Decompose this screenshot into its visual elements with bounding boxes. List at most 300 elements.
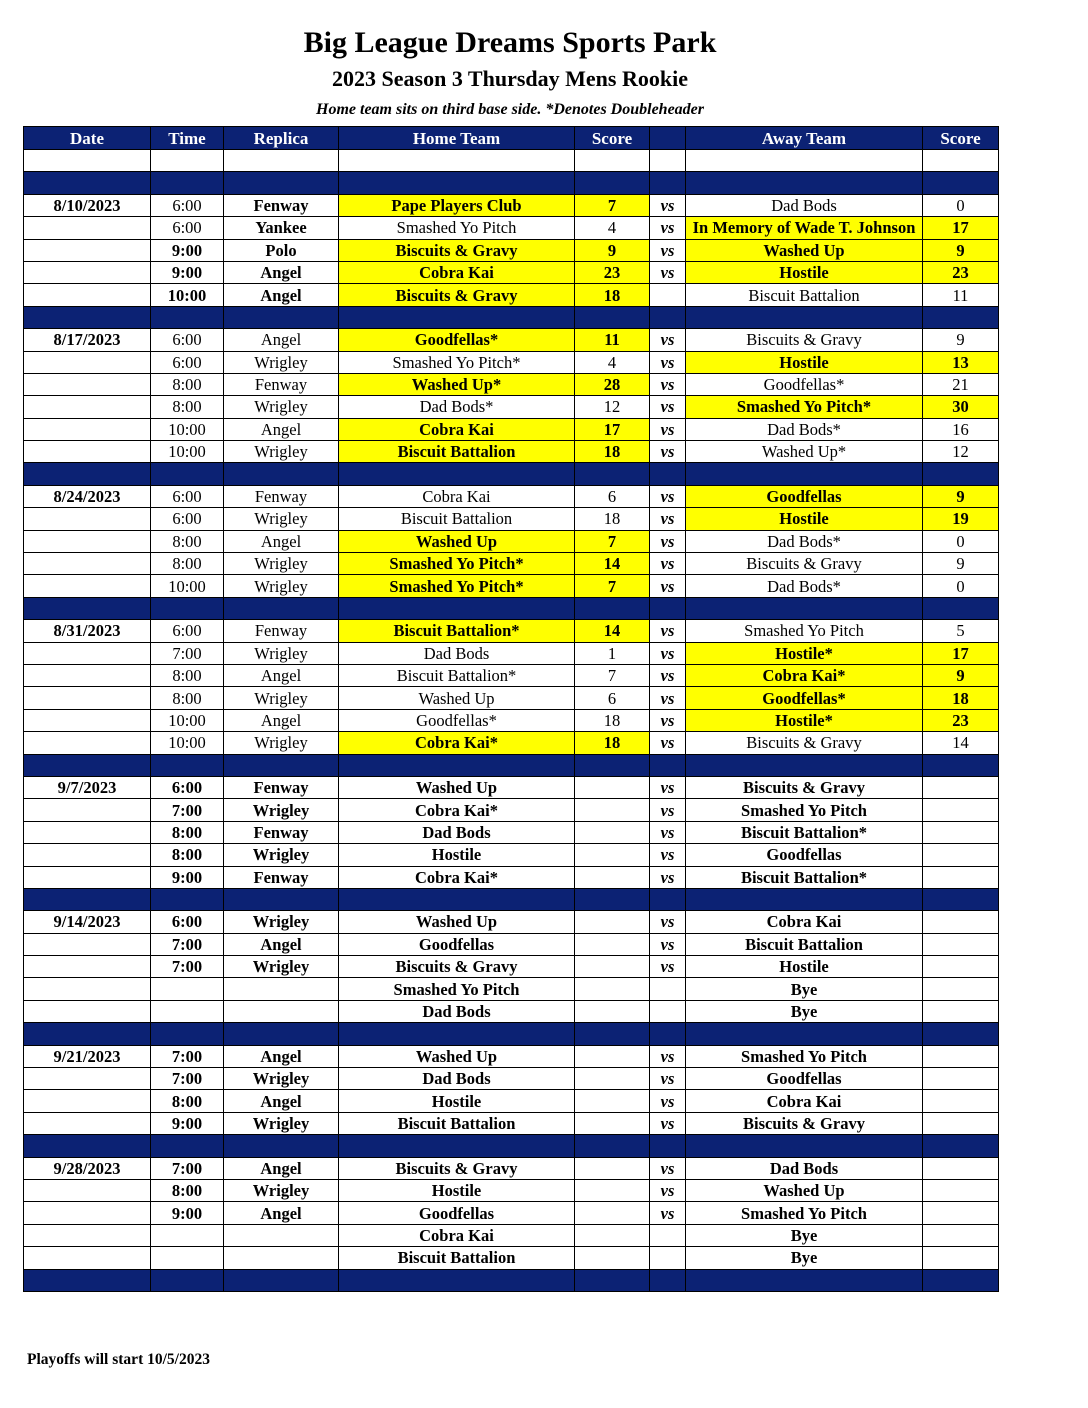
cell-home: Hostile: [339, 844, 575, 866]
separator-cell: [650, 306, 686, 328]
cell-home: Goodfellas: [339, 933, 575, 955]
blank-cell: [224, 150, 339, 172]
game-row: [24, 709, 999, 731]
cell-away-score: 23: [923, 709, 999, 731]
cell-date: [24, 1247, 151, 1269]
cell-away: Washed Up*: [686, 441, 923, 463]
cell-time: 6:00: [151, 911, 224, 933]
cell-replica: Angel: [224, 1202, 339, 1224]
cell-away-score: [923, 1068, 999, 1090]
cell-away: Washed Up: [686, 239, 923, 261]
cell-away: Washed Up: [686, 1179, 923, 1201]
cell-time: 9:00: [151, 1112, 224, 1134]
cell-replica: Fenway: [224, 620, 339, 642]
cell-date: [24, 284, 151, 306]
cell-home: Washed Up: [339, 687, 575, 709]
cell-vs: vs: [650, 1157, 686, 1179]
cell-date: [24, 239, 151, 261]
cell-replica: Yankee: [224, 217, 339, 239]
cell-home-score: [575, 978, 650, 1000]
separator-cell: [24, 1135, 151, 1157]
cell-vs: vs: [650, 396, 686, 418]
cell-time: 6:00: [151, 776, 224, 798]
cell-away-score: 17: [923, 642, 999, 664]
separator-cell: [24, 172, 151, 194]
header-row: [24, 127, 999, 150]
cell-vs: [650, 284, 686, 306]
cell-home-score: 1: [575, 642, 650, 664]
cell-home: Smashed Yo Pitch: [339, 978, 575, 1000]
separator-cell: [151, 463, 224, 485]
game-row: [24, 329, 999, 351]
cell-home: Biscuits & Gravy: [339, 284, 575, 306]
cell-vs: vs: [650, 844, 686, 866]
separator-cell: [24, 1269, 151, 1291]
cell-date: 8/24/2023: [24, 485, 151, 507]
cell-vs: vs: [650, 418, 686, 440]
cell-away: Bye: [686, 1247, 923, 1269]
cell-away: Smashed Yo Pitch: [686, 1045, 923, 1067]
schedule-body: [24, 150, 999, 1292]
cell-time: 8:00: [151, 687, 224, 709]
cell-away-score: [923, 821, 999, 843]
separator-cell: [339, 1269, 575, 1291]
cell-replica: Wrigley: [224, 1112, 339, 1134]
cell-vs: vs: [650, 956, 686, 978]
game-row: [24, 1112, 999, 1134]
cell-home-score: 7: [575, 530, 650, 552]
separator-cell: [151, 888, 224, 910]
game-row: [24, 441, 999, 463]
cell-away-score: [923, 1247, 999, 1269]
cell-home-score: [575, 933, 650, 955]
cell-replica: [224, 1000, 339, 1022]
cell-replica: [224, 1247, 339, 1269]
separator-cell: [24, 463, 151, 485]
cell-time: 8:00: [151, 373, 224, 395]
cell-time: 10:00: [151, 284, 224, 306]
cell-away-score: 12: [923, 441, 999, 463]
cell-replica: Wrigley: [224, 911, 339, 933]
separator-cell: [686, 1135, 923, 1157]
game-row: [24, 664, 999, 686]
cell-away: Hostile*: [686, 642, 923, 664]
cell-time: 9:00: [151, 1202, 224, 1224]
separator-cell: [686, 754, 923, 776]
cell-vs: vs: [650, 441, 686, 463]
game-row: [24, 620, 999, 642]
cell-time: 7:00: [151, 933, 224, 955]
cell-home-score: [575, 799, 650, 821]
game-row: [24, 194, 999, 216]
blank-cell: [151, 150, 224, 172]
col-vs: [650, 127, 686, 150]
cell-home: Biscuit Battalion: [339, 1247, 575, 1269]
separator-cell: [151, 597, 224, 619]
cell-vs: vs: [650, 351, 686, 373]
cell-away-score: 0: [923, 194, 999, 216]
cell-vs: vs: [650, 194, 686, 216]
separator-cell: [686, 597, 923, 619]
cell-vs: vs: [650, 933, 686, 955]
cell-replica: Angel: [224, 664, 339, 686]
separator-cell: [650, 1269, 686, 1291]
cell-home: Smashed Yo Pitch*: [339, 351, 575, 373]
cell-replica: Angel: [224, 284, 339, 306]
cell-away: Smashed Yo Pitch: [686, 620, 923, 642]
cell-vs: vs: [650, 799, 686, 821]
col-away-team: Away Team: [686, 127, 923, 150]
cell-home: Biscuit Battalion*: [339, 664, 575, 686]
separator-cell: [575, 463, 650, 485]
cell-home: Goodfellas*: [339, 709, 575, 731]
cell-home-score: [575, 821, 650, 843]
cell-away-score: [923, 844, 999, 866]
cell-date: 8/10/2023: [24, 194, 151, 216]
cell-home-score: 9: [575, 239, 650, 261]
cell-home-score: [575, 1112, 650, 1134]
cell-away: Dad Bods*: [686, 530, 923, 552]
cell-vs: vs: [650, 373, 686, 395]
separator-cell: [575, 306, 650, 328]
cell-home-score: 4: [575, 217, 650, 239]
game-row: [24, 418, 999, 440]
cell-away-score: [923, 1045, 999, 1067]
cell-replica: Fenway: [224, 776, 339, 798]
game-row: [24, 1202, 999, 1224]
separator-cell: [923, 172, 999, 194]
separator-cell: [24, 888, 151, 910]
game-row: [24, 1224, 999, 1246]
cell-away-score: [923, 911, 999, 933]
game-row: [24, 1090, 999, 1112]
cell-home: Dad Bods: [339, 1068, 575, 1090]
separator-cell: [923, 1135, 999, 1157]
cell-away-score: [923, 1090, 999, 1112]
cell-replica: Wrigley: [224, 1068, 339, 1090]
cell-home-score: 28: [575, 373, 650, 395]
cell-date: [24, 821, 151, 843]
cell-away: Goodfellas: [686, 844, 923, 866]
cell-away-score: 11: [923, 284, 999, 306]
game-row: [24, 1000, 999, 1022]
game-row: [24, 776, 999, 798]
cell-away: Dad Bods*: [686, 418, 923, 440]
cell-away-score: [923, 1112, 999, 1134]
game-row: [24, 933, 999, 955]
cell-home-score: 18: [575, 284, 650, 306]
cell-vs: vs: [650, 1090, 686, 1112]
cell-home: Cobra Kai: [339, 485, 575, 507]
cell-date: [24, 933, 151, 955]
cell-vs: vs: [650, 239, 686, 261]
cell-date: [24, 799, 151, 821]
separator-cell: [151, 1135, 224, 1157]
cell-date: [24, 1000, 151, 1022]
separator-cell: [339, 306, 575, 328]
cell-home: Dad Bods: [339, 1000, 575, 1022]
col-home-team: Home Team: [339, 127, 575, 150]
blank-cell: [650, 150, 686, 172]
separator-cell: [224, 754, 339, 776]
cell-away-score: 19: [923, 508, 999, 530]
cell-home-score: [575, 1157, 650, 1179]
cell-time: 8:00: [151, 844, 224, 866]
cell-vs: vs: [650, 530, 686, 552]
separator-cell: [650, 172, 686, 194]
cell-home: Biscuits & Gravy: [339, 239, 575, 261]
cell-time: 7:00: [151, 1068, 224, 1090]
cell-time: 7:00: [151, 799, 224, 821]
cell-date: [24, 530, 151, 552]
cell-vs: vs: [650, 866, 686, 888]
cell-replica: Angel: [224, 933, 339, 955]
cell-vs: vs: [650, 261, 686, 283]
cell-date: 9/14/2023: [24, 911, 151, 933]
cell-time: 6:00: [151, 351, 224, 373]
cell-home-score: 11: [575, 329, 650, 351]
game-row: [24, 1247, 999, 1269]
separator-cell: [923, 1023, 999, 1045]
cell-home: Pape Players Club: [339, 194, 575, 216]
cell-away: Hostile*: [686, 709, 923, 731]
separator-cell: [650, 754, 686, 776]
game-row: [24, 553, 999, 575]
cell-home: Hostile: [339, 1090, 575, 1112]
cell-home: Cobra Kai: [339, 261, 575, 283]
cell-vs: vs: [650, 1202, 686, 1224]
game-row: [24, 575, 999, 597]
cell-home: Biscuit Battalion: [339, 508, 575, 530]
cell-date: [24, 844, 151, 866]
cell-time: 7:00: [151, 956, 224, 978]
cell-vs: [650, 1224, 686, 1246]
cell-away-score: 9: [923, 239, 999, 261]
cell-away-score: [923, 1179, 999, 1201]
cell-replica: Wrigley: [224, 844, 339, 866]
cell-away-score: 5: [923, 620, 999, 642]
cell-away-score: 23: [923, 261, 999, 283]
cell-home-score: [575, 1090, 650, 1112]
cell-away: Biscuits & Gravy: [686, 553, 923, 575]
cell-vs: vs: [650, 664, 686, 686]
game-row: [24, 1157, 999, 1179]
separator-cell: [24, 1023, 151, 1045]
game-row: [24, 844, 999, 866]
cell-away: Biscuit Battalion: [686, 933, 923, 955]
cell-replica: Angel: [224, 261, 339, 283]
cell-away: Biscuit Battalion*: [686, 866, 923, 888]
cell-away: Hostile: [686, 261, 923, 283]
separator-row: [24, 888, 999, 910]
cell-replica: Wrigley: [224, 687, 339, 709]
cell-away-score: 9: [923, 485, 999, 507]
cell-date: [24, 1112, 151, 1134]
separator-cell: [224, 1135, 339, 1157]
cell-replica: Angel: [224, 1045, 339, 1067]
separator-cell: [923, 597, 999, 619]
cell-date: [24, 956, 151, 978]
game-row: [24, 396, 999, 418]
separator-cell: [224, 888, 339, 910]
cell-time: 7:00: [151, 642, 224, 664]
cell-time: 10:00: [151, 709, 224, 731]
cell-replica: Wrigley: [224, 553, 339, 575]
cell-home: Cobra Kai*: [339, 866, 575, 888]
game-row: [24, 732, 999, 754]
blank-cell: [339, 150, 575, 172]
cell-vs: [650, 978, 686, 1000]
cell-away: Biscuits & Gravy: [686, 732, 923, 754]
cell-home-score: [575, 844, 650, 866]
cell-away: Dad Bods: [686, 1157, 923, 1179]
separator-cell: [339, 463, 575, 485]
game-row: [24, 485, 999, 507]
cell-time: 10:00: [151, 575, 224, 597]
cell-away: Bye: [686, 1224, 923, 1246]
cell-away: Goodfellas*: [686, 373, 923, 395]
cell-date: [24, 1068, 151, 1090]
separator-cell: [575, 1135, 650, 1157]
cell-time: [151, 1247, 224, 1269]
separator-row: [24, 1269, 999, 1291]
cell-vs: vs: [650, 485, 686, 507]
game-row: [24, 284, 999, 306]
cell-replica: Wrigley: [224, 441, 339, 463]
cell-vs: vs: [650, 329, 686, 351]
cell-away: In Memory of Wade T. Johnson: [686, 217, 923, 239]
separator-cell: [339, 1023, 575, 1045]
cell-replica: Angel: [224, 530, 339, 552]
cell-home: Washed Up: [339, 911, 575, 933]
separator-cell: [339, 597, 575, 619]
page-subtitle: 2023 Season 3 Thursday Mens Rookie: [332, 66, 688, 91]
separator-cell: [24, 306, 151, 328]
cell-away: Hostile: [686, 351, 923, 373]
cell-home-score: 18: [575, 732, 650, 754]
cell-away: Biscuits & Gravy: [686, 1112, 923, 1134]
cell-vs: vs: [650, 732, 686, 754]
game-row: [24, 866, 999, 888]
cell-date: [24, 351, 151, 373]
cell-away: Biscuits & Gravy: [686, 776, 923, 798]
cell-time: 6:00: [151, 194, 224, 216]
cell-home: Goodfellas: [339, 1202, 575, 1224]
game-row: [24, 217, 999, 239]
blank-cell: [923, 150, 999, 172]
cell-replica: Angel: [224, 329, 339, 351]
cell-away-score: 9: [923, 553, 999, 575]
cell-vs: vs: [650, 508, 686, 530]
cell-away: Dad Bods: [686, 194, 923, 216]
separator-cell: [24, 754, 151, 776]
separator-cell: [224, 172, 339, 194]
cell-date: [24, 217, 151, 239]
separator-cell: [650, 888, 686, 910]
cell-home: Smashed Yo Pitch: [339, 217, 575, 239]
cell-replica: Fenway: [224, 485, 339, 507]
separator-cell: [650, 1023, 686, 1045]
separator-cell: [923, 306, 999, 328]
cell-away: Biscuit Battalion*: [686, 821, 923, 843]
cell-time: 8:00: [151, 553, 224, 575]
cell-date: 9/21/2023: [24, 1045, 151, 1067]
cell-vs: vs: [650, 553, 686, 575]
cell-replica: Angel: [224, 709, 339, 731]
cell-replica: Wrigley: [224, 351, 339, 373]
cell-away: Bye: [686, 978, 923, 1000]
cell-replica: Angel: [224, 1157, 339, 1179]
separator-cell: [575, 888, 650, 910]
cell-away-score: 16: [923, 418, 999, 440]
cell-home-score: [575, 1179, 650, 1201]
cell-away: Smashed Yo Pitch*: [686, 396, 923, 418]
cell-home-score: [575, 956, 650, 978]
separator-cell: [686, 172, 923, 194]
cell-away: Goodfellas*: [686, 687, 923, 709]
cell-away: Dad Bods*: [686, 575, 923, 597]
separator-cell: [923, 1269, 999, 1291]
cell-away: Hostile: [686, 956, 923, 978]
cell-date: [24, 709, 151, 731]
cell-away-score: 14: [923, 732, 999, 754]
cell-home-score: 14: [575, 620, 650, 642]
col-time: Time: [151, 127, 224, 150]
separator-cell: [24, 597, 151, 619]
cell-time: 7:00: [151, 1045, 224, 1067]
cell-vs: vs: [650, 620, 686, 642]
cell-home: Cobra Kai*: [339, 732, 575, 754]
separator-cell: [575, 172, 650, 194]
separator-row: [24, 754, 999, 776]
cell-away-score: 13: [923, 351, 999, 373]
game-row: [24, 239, 999, 261]
cell-time: 10:00: [151, 732, 224, 754]
cell-time: 10:00: [151, 418, 224, 440]
cell-home-score: 12: [575, 396, 650, 418]
cell-vs: vs: [650, 821, 686, 843]
cell-home: Hostile: [339, 1179, 575, 1201]
cell-away: Biscuit Battalion: [686, 284, 923, 306]
cell-home: Smashed Yo Pitch*: [339, 553, 575, 575]
cell-date: [24, 866, 151, 888]
cell-vs: vs: [650, 709, 686, 731]
cell-away-score: 9: [923, 664, 999, 686]
cell-date: [24, 553, 151, 575]
game-row: [24, 508, 999, 530]
cell-home-score: 6: [575, 687, 650, 709]
separator-cell: [686, 463, 923, 485]
separator-cell: [650, 1135, 686, 1157]
col-away-score: Score: [923, 127, 999, 150]
cell-replica: Fenway: [224, 866, 339, 888]
cell-home-score: 18: [575, 709, 650, 731]
cell-home-score: [575, 1224, 650, 1246]
cell-home-score: 18: [575, 508, 650, 530]
cell-home: Dad Bods: [339, 821, 575, 843]
cell-time: 9:00: [151, 866, 224, 888]
cell-home: Goodfellas*: [339, 329, 575, 351]
cell-time: [151, 1000, 224, 1022]
cell-home: Cobra Kai*: [339, 799, 575, 821]
cell-away: Goodfellas: [686, 1068, 923, 1090]
game-row: [24, 642, 999, 664]
cell-date: [24, 664, 151, 686]
cell-home: Biscuits & Gravy: [339, 956, 575, 978]
cell-date: 8/17/2023: [24, 329, 151, 351]
cell-away-score: 9: [923, 329, 999, 351]
cell-vs: [650, 1247, 686, 1269]
